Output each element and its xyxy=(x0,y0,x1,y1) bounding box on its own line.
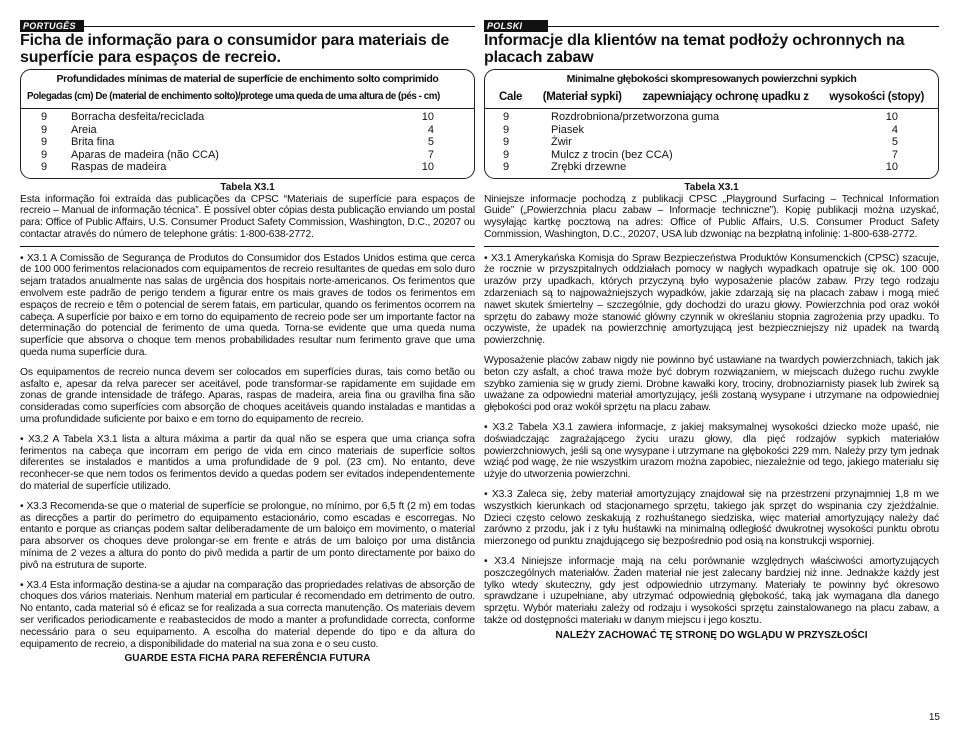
height-cell: 4 xyxy=(891,123,898,136)
table-title: Minimalne głębokości skompresowanych powierzchni sypkich xyxy=(566,73,857,85)
table-caption: Tabela X3.1 xyxy=(684,181,739,193)
table-header: Polegadas (cm) De (material de enchimento solto)/protege uma queda de uma altura de (pés - cm) xyxy=(21,86,474,109)
material-cell: Żwir xyxy=(551,136,572,148)
paragraph-x3-2: • X3.2 A Tabela X3.1 lista a altura máxima a partir da qual não se espera que uma criança sofra ferimentos na cabeça que incorram em perigo de vida em cinco materiais de superfície soltos diferentes se instalados e mantidos a uma profundidade de 9 pol. (23 cm). No entanto, deve reconhecer-se que nem todos os ferimentos devido a quedas podem ser evitados independentemente do material de superfície utilizado. xyxy=(20,433,475,493)
table-row xyxy=(21,161,474,174)
paragraph-x3-3: • X3.3 Zaleca się, żeby materiał amortyzujący znajdował się na przestrzeni przynajmniej 1,8 m we wszystkich kierunkach od stacjonarnego sprzętu, takiego jak sprzęt do wspinania czy zjeżdżalnie. Dzieci często celowo zeskakują z rozhuśtanego siedziska, więc materiał amortyzujący należy dać zarówno z przodu, jak i z tyłu huśtawki na minimalną odległość dwukrotnej wysokości punktu obrotu mierzonego od punktu znajdującego się bezpośrednio pod osią na konstrukcji wsporniej. xyxy=(484,489,939,548)
height-cell: 4 xyxy=(427,123,434,136)
height-cell: 5 xyxy=(427,136,434,148)
header-height: wysokości (stopy) xyxy=(829,91,924,103)
table-header xyxy=(485,86,938,109)
footer-note: GUARDE ESTA FICHA PARA REFERÊNCIA FUTURA xyxy=(124,653,371,665)
material-cell: Raspas de madeira xyxy=(71,161,167,173)
table-row xyxy=(485,111,938,124)
material-cell: Aparas de madeira (não CCA) xyxy=(71,148,219,161)
paragraph-x3-1: • X3.1 Amerykańska Komisja do Spraw Bezpieczeństwa Produktów Konsumenckich (CPSC) szacuje, że rocznie w przyszpitalnych oddziałach pomocy w nagłych wypadkach opatruje się ok. 100 000 urazów przy upadkach, których przyczyną było wyposażenie placów zabaw. Przy tego rodzaju zdarzeniach są to najpoważniejszych wypadków, jakie zdarzają się na placach zabaw i mogą mieć nawet skutek śmiertelny – szczególnie, gdy dochodzi do urazu głowy. Powierzchnia pod oraz wokół sprzętu do zabawy może stanowić główny czynnik w określaniu stopnia zagrożenia przy upadku. To oczywiste, że upadek na powierzchnię amortyzującą jest bezpieczniejszy niż upadek na twardą powierzchnię. xyxy=(484,252,939,347)
height-cell: 10 xyxy=(421,161,434,173)
material-cell: Brita fina xyxy=(71,136,115,148)
divider xyxy=(20,246,475,247)
divider xyxy=(78,26,475,27)
footer-note: NALEŻY ZACHOWAĆ TĘ STRONĘ DO WGLĄDU W PRZYSZŁOŚCI xyxy=(555,629,868,641)
height-cell: 7 xyxy=(427,148,434,161)
depth-cell: 9 xyxy=(41,123,48,136)
header-protection: zapewniający ochronę upadku z xyxy=(642,91,809,103)
paragraph-x3-1-cont: Wyposażenie placów zabaw nigdy nie powinno być ustawiane na twardych powierzchniach, takich jak beton czy asfalt, a choć trawa może być dobrym rozwiązaniem, w miejscach dużego ruchu zwykle szybko zamienia się w grudy ziemi. Drobne kawałki kory, trociny, drobnoziarnisty piasek lub żwirek są uważane za odpowiedni materiał amortyzujący, jeśli zostaną wysypane i utrzymane na odpowiedniej głębokości pod oraz wokół sprzętu na placu zabaw. xyxy=(484,355,939,414)
paragraph-x3-1-cont: Os equipamentos de recreio nunca devem ser colocados em superfícies duras, tais como betão ou asfalto e, apesar da relva parecer ser aceitável, pode transformar-se rapidamente em sujidade em zonas de grande intensidade de tráfego. Aparas, raspas de madeira, areia fina ou gravilha fina são consideradas como superfícies com absorção de choques aceitáveis quando instaladas e mantidas a uma profundidade suficiente por baixo e em torno do equipamento de recreio. xyxy=(20,366,475,426)
table-row xyxy=(21,136,474,149)
height-cell: 10 xyxy=(885,111,898,123)
depth-cell: 9 xyxy=(503,148,510,161)
table-row xyxy=(21,111,474,124)
portuguese-column xyxy=(20,20,475,664)
material-cell: Areia xyxy=(71,123,97,136)
material-cell: Rozdrobniona/przetworzona guma xyxy=(551,111,720,123)
height-cell: 5 xyxy=(891,136,898,148)
polish-column xyxy=(484,20,939,641)
material-cell: Zrębki drzewne xyxy=(551,161,627,173)
section-heading: Ficha de informação para o consumidor para materiais de superfície para espaços de recreio. xyxy=(20,32,450,66)
table-row xyxy=(485,149,938,162)
paragraph-x3-1: • X3.1 A Comissão de Segurança de Produtos do Consumidor dos Estados Unidos estima que cerca de 100 000 ferimentos relacionados com equipamentos de recreio resultantes de quedas em solo duro sejam tratados anualmente nas salas de urgência dos hospitais norte-americanos. Os ferimentos que envolvem este padrão de perigo tendem a figurar entre os mais graves de todos os ferimentos em espaços de recreio e têm o potencial de serem fatais, em particular, quando os ferimentos ocorrem na cabeça. A superfície por baixo e em torno do equipamento de recreio pode ser um importante factor na determinação do potencial de ferimento de uma queda. Torna-se evidente que uma queda numa superfície que absorva o choque tem menos probabilidades resultar num ferimento grave que uma queda numa superfície dura. xyxy=(20,252,475,359)
divider xyxy=(542,26,939,27)
section-heading: Informacje dla klientów na temat podłoży ochronnych na placach zabaw xyxy=(484,32,905,66)
depth-cell: 9 xyxy=(41,111,48,123)
divider xyxy=(484,246,939,247)
material-cell: Borracha desfeita/reciclada xyxy=(71,111,205,123)
height-cell: 10 xyxy=(885,161,898,173)
depth-cell: 9 xyxy=(503,123,510,136)
table-row xyxy=(21,149,474,162)
depth-cell: 9 xyxy=(503,136,510,148)
depth-cell: 9 xyxy=(41,136,48,148)
depth-cell: 9 xyxy=(503,111,510,123)
language-tag: POLSKI xyxy=(484,20,548,32)
paragraph-x3-4: • X3.4 Niniejsze informacje mają na celu porównanie względnych właściwości amortyzujących poszczególnych materiałów. Żaden materiał nie jest zalecany bardziej niż inne. Jednakże każdy jest tylko wtedy skuteczny, gdy jest odpowiednio utrzymany. Materiały te powinny być okresowo sprawdzane i uzupełniane, aby utrzymać odpowiednią głębokość, taką jak wymagana dla danego sprzętu. Wybór materiału zależy od rodzaju i wysokości sprzętu zainstalowanego na placu zabaw, a także od dostępności materiału w danym miejscu i jego kosztu. xyxy=(484,556,939,626)
height-cell: 7 xyxy=(891,148,898,161)
table-row xyxy=(485,161,938,174)
language-tag: PORTUGÊS xyxy=(20,20,84,32)
material-cell: Piasek xyxy=(551,123,585,136)
header-inches: Cale xyxy=(499,91,523,103)
depth-cell: 9 xyxy=(41,148,48,161)
table-row xyxy=(21,124,474,137)
header-material: (Materiał sypki) xyxy=(542,91,622,103)
page-number: 15 xyxy=(928,712,940,723)
table-caption: Tabela X3.1 xyxy=(220,181,275,193)
material-cell: Mulcz z trocin (bez CCA) xyxy=(551,148,673,161)
depth-table xyxy=(20,69,475,179)
height-cell: 10 xyxy=(421,111,434,123)
table-title: Profundidades mínimas de material de superfície de enchimento solto comprimido xyxy=(56,73,439,85)
depth-table xyxy=(484,69,939,179)
paragraph-x3-3: • X3.3 Recomenda-se que o material de superfície se prolongue, no mínimo, por 6,5 ft (2 m) em todas as direcções a partir do perímetro do equipamento estacionário, como escadas e escorregas. No entanto e porque as crianças podem saltar deliberadamente de um baloiço em movimento, o material para absorver os choques deve prolongar-se em frente e atrás de um baloiço por uma distância mínima de 2 vezes a altura do ponto do pivô medida a partir de um ponto directamente por baixo do pivô na estrutura de suporte. xyxy=(20,500,475,571)
intro-paragraph: Esta informação foi extraída das publicações da CPSC “Materiais de superfície para espaços de recreio – Manual de informação técnica”. É possível obter cópias desta publicação enviando um postal para: Office of Public Affairs, U.S. Consumer Product Safety Commission, Washington, D.C., 20207 ou contactar através do número de telephone grátis: 1-800-638-2772. xyxy=(20,193,475,240)
table-row xyxy=(485,124,938,137)
intro-paragraph: Niniejsze informacje pochodzą z publikacji CPSC „Playground Surfacing – Technical Information Guide” („Powierzchnia placu zabaw – Informacje techniczne”). Kopię publikacji można uzyskać, wysyłając kartkę pocztową na adres: Office of Public Affairs, U.S. Consumer Product Safety Commission, Washington, D.C., 20207, USA lub dzwoniąc na bezpłatną infolinię: 1-800-638-2772. xyxy=(484,193,939,240)
depth-cell: 9 xyxy=(503,161,510,173)
paragraph-x3-2: • X3.2 Tabela X3.1 zawiera informacje, z jakiej maksymalnej wysokości dziecko może upaść, nie doświadczając zagrażającego życiu urazu głowy, dla pięć rodzajów sypkich materiałów powierzchniowych, jeśli są one wysypane i utrzymane na głębokości 229 mm. Należy przy tym jednak wziąć pod wagę, że nie wszystkim urazom można zapobiec, niezależnie od tego, jakiego materiału się użyje do utworzenia powierzchni. xyxy=(484,422,939,481)
paragraph-x3-4: • X3.4 Esta informação destina-se a ajudar na comparação das propriedades relativas de absorção de choques dos vários materiais. Nenhum material em particular é recomendado em detrimento de outro. No entanto, cada material só é eficaz se for realizada a sua correcta manutenção. Os materiais devem ser verificados periodicamente e reabastecidos de modo a manter a profundidade correcta, conforme necessário para o seu equipamento. A escolha do material depende do tipo e da altura do equipamento de recreio, a disponibilidade do material na sua zona e o seu custo. xyxy=(20,579,475,650)
depth-cell: 9 xyxy=(41,161,48,173)
table-row xyxy=(485,136,938,149)
